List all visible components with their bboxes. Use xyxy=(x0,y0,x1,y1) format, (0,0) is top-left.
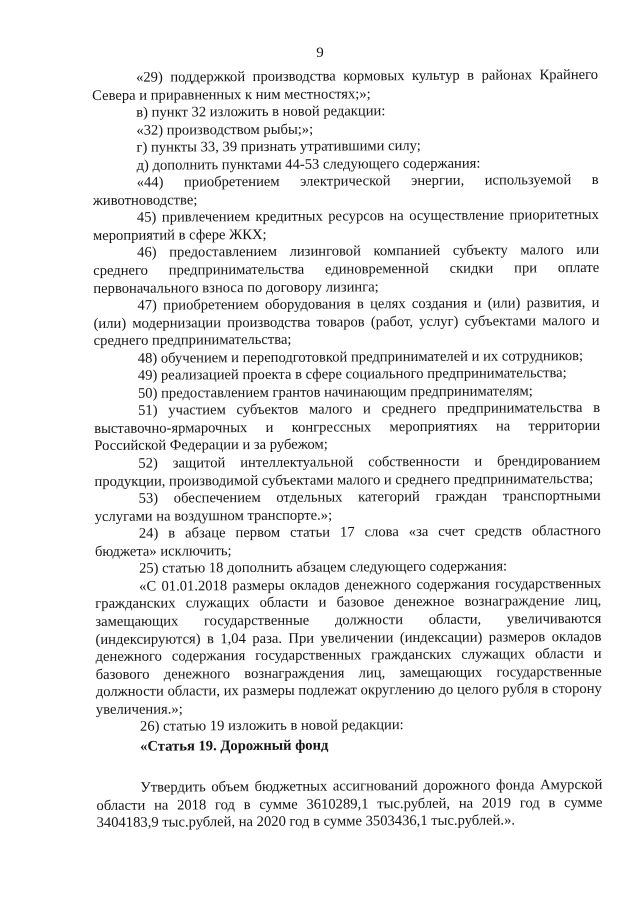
paragraph: д) дополнить пунктами 44-53 следующего содержания: xyxy=(136,155,481,174)
paragraph: 24) в абзаце первом статьи 17 слова «за счет средств областного бюджета» исключить; xyxy=(94,523,601,560)
page-number: 9 xyxy=(316,45,324,61)
paragraph: «44) приобретением электрической энергии, используемой в животноводстве; xyxy=(92,172,599,209)
paragraph: 46) предоставлением лизинговой компанией субъекту малого или среднего предпринимательства единовременной скидки при оплате первоначального взноса по договору лизинга; xyxy=(93,242,600,297)
paragraph: Утвердить объем бюджетных ассигнований дорожного фонда Амурской области на 2018 год в сумме 3610289,1 тыс.рублей, на 2019 год в сумме 3404183,9 тыс.рублей, на 2020 год в сумме 3503436,1 тыс.рублей.». xyxy=(96,777,603,832)
document-body xyxy=(92,67,603,833)
paragraph: 53) обеспечением отдельных категорий граждан транспортными услугами на воздушном транспорте.»; xyxy=(94,488,601,525)
paragraph: г) пункты 33, 39 признать утратившими силу; xyxy=(136,138,421,156)
paragraph: 48) обучением и переподготовкой предпринимателей и их сотрудников; xyxy=(137,347,584,367)
paragraph: 50) предоставлением грантов начинающим предпринимателям; xyxy=(137,383,533,402)
section-heading: «Статья 19. Дорожный фонд xyxy=(140,737,329,755)
spacer xyxy=(96,753,602,780)
paragraph: 26) статью 19 изложить в новой редакции: xyxy=(139,717,404,735)
paragraph: 25) статью 18 дополнить абзацем следующего содержания: xyxy=(139,558,508,578)
paragraph: 45) привлечением кредитных ресурсов на осуществление приоритетных мероприятий в сфере ЖКХ; xyxy=(92,207,599,244)
paragraph: в) пункт 32 изложить в новой редакции: xyxy=(136,103,386,121)
paragraph: 47) приобретением оборудования в целях создания и (или) развития, и (или) модернизации производства товаров (работ, услуг) субъектами малого и среднего предпринимательства; xyxy=(93,295,600,350)
paragraph: 51) участием субъектов малого и среднего предпринимательства в выставочно-ярмарочных и конгрессных мероприятиях на территории Российской Федерации и за рубежом; xyxy=(94,400,601,455)
paragraph: «32) производством рыбы;»; xyxy=(136,121,314,139)
paragraph: 49) реализацией проекта в сфере социального предпринимательства; xyxy=(137,365,567,385)
paragraph: «С 01.01.2018 размеры окладов денежного содержания государственных гражданских служащих области и базовое денежное вознаграждение лиц, замещающих государственные должности области, увеличиваются (индексируются) в 1,04 раза. При увеличении (индексации) размеров окладов денежного содержания государственных гражданских служащих области и базового денежного вознаграждения лиц, замещающих государственные должности области, их размеры подлежат округлению до целого рубля в сторону увеличения.»; xyxy=(95,575,602,718)
paragraph: «29) поддержкой производства кормовых культур в районах Крайнего Севера и приравненных к ним местностях;»; xyxy=(92,66,599,104)
paragraph: 52) защитой интеллектуальной собственности и брендированием продукции, производимой субъектами малого и среднего предпринимательства; xyxy=(94,452,601,490)
